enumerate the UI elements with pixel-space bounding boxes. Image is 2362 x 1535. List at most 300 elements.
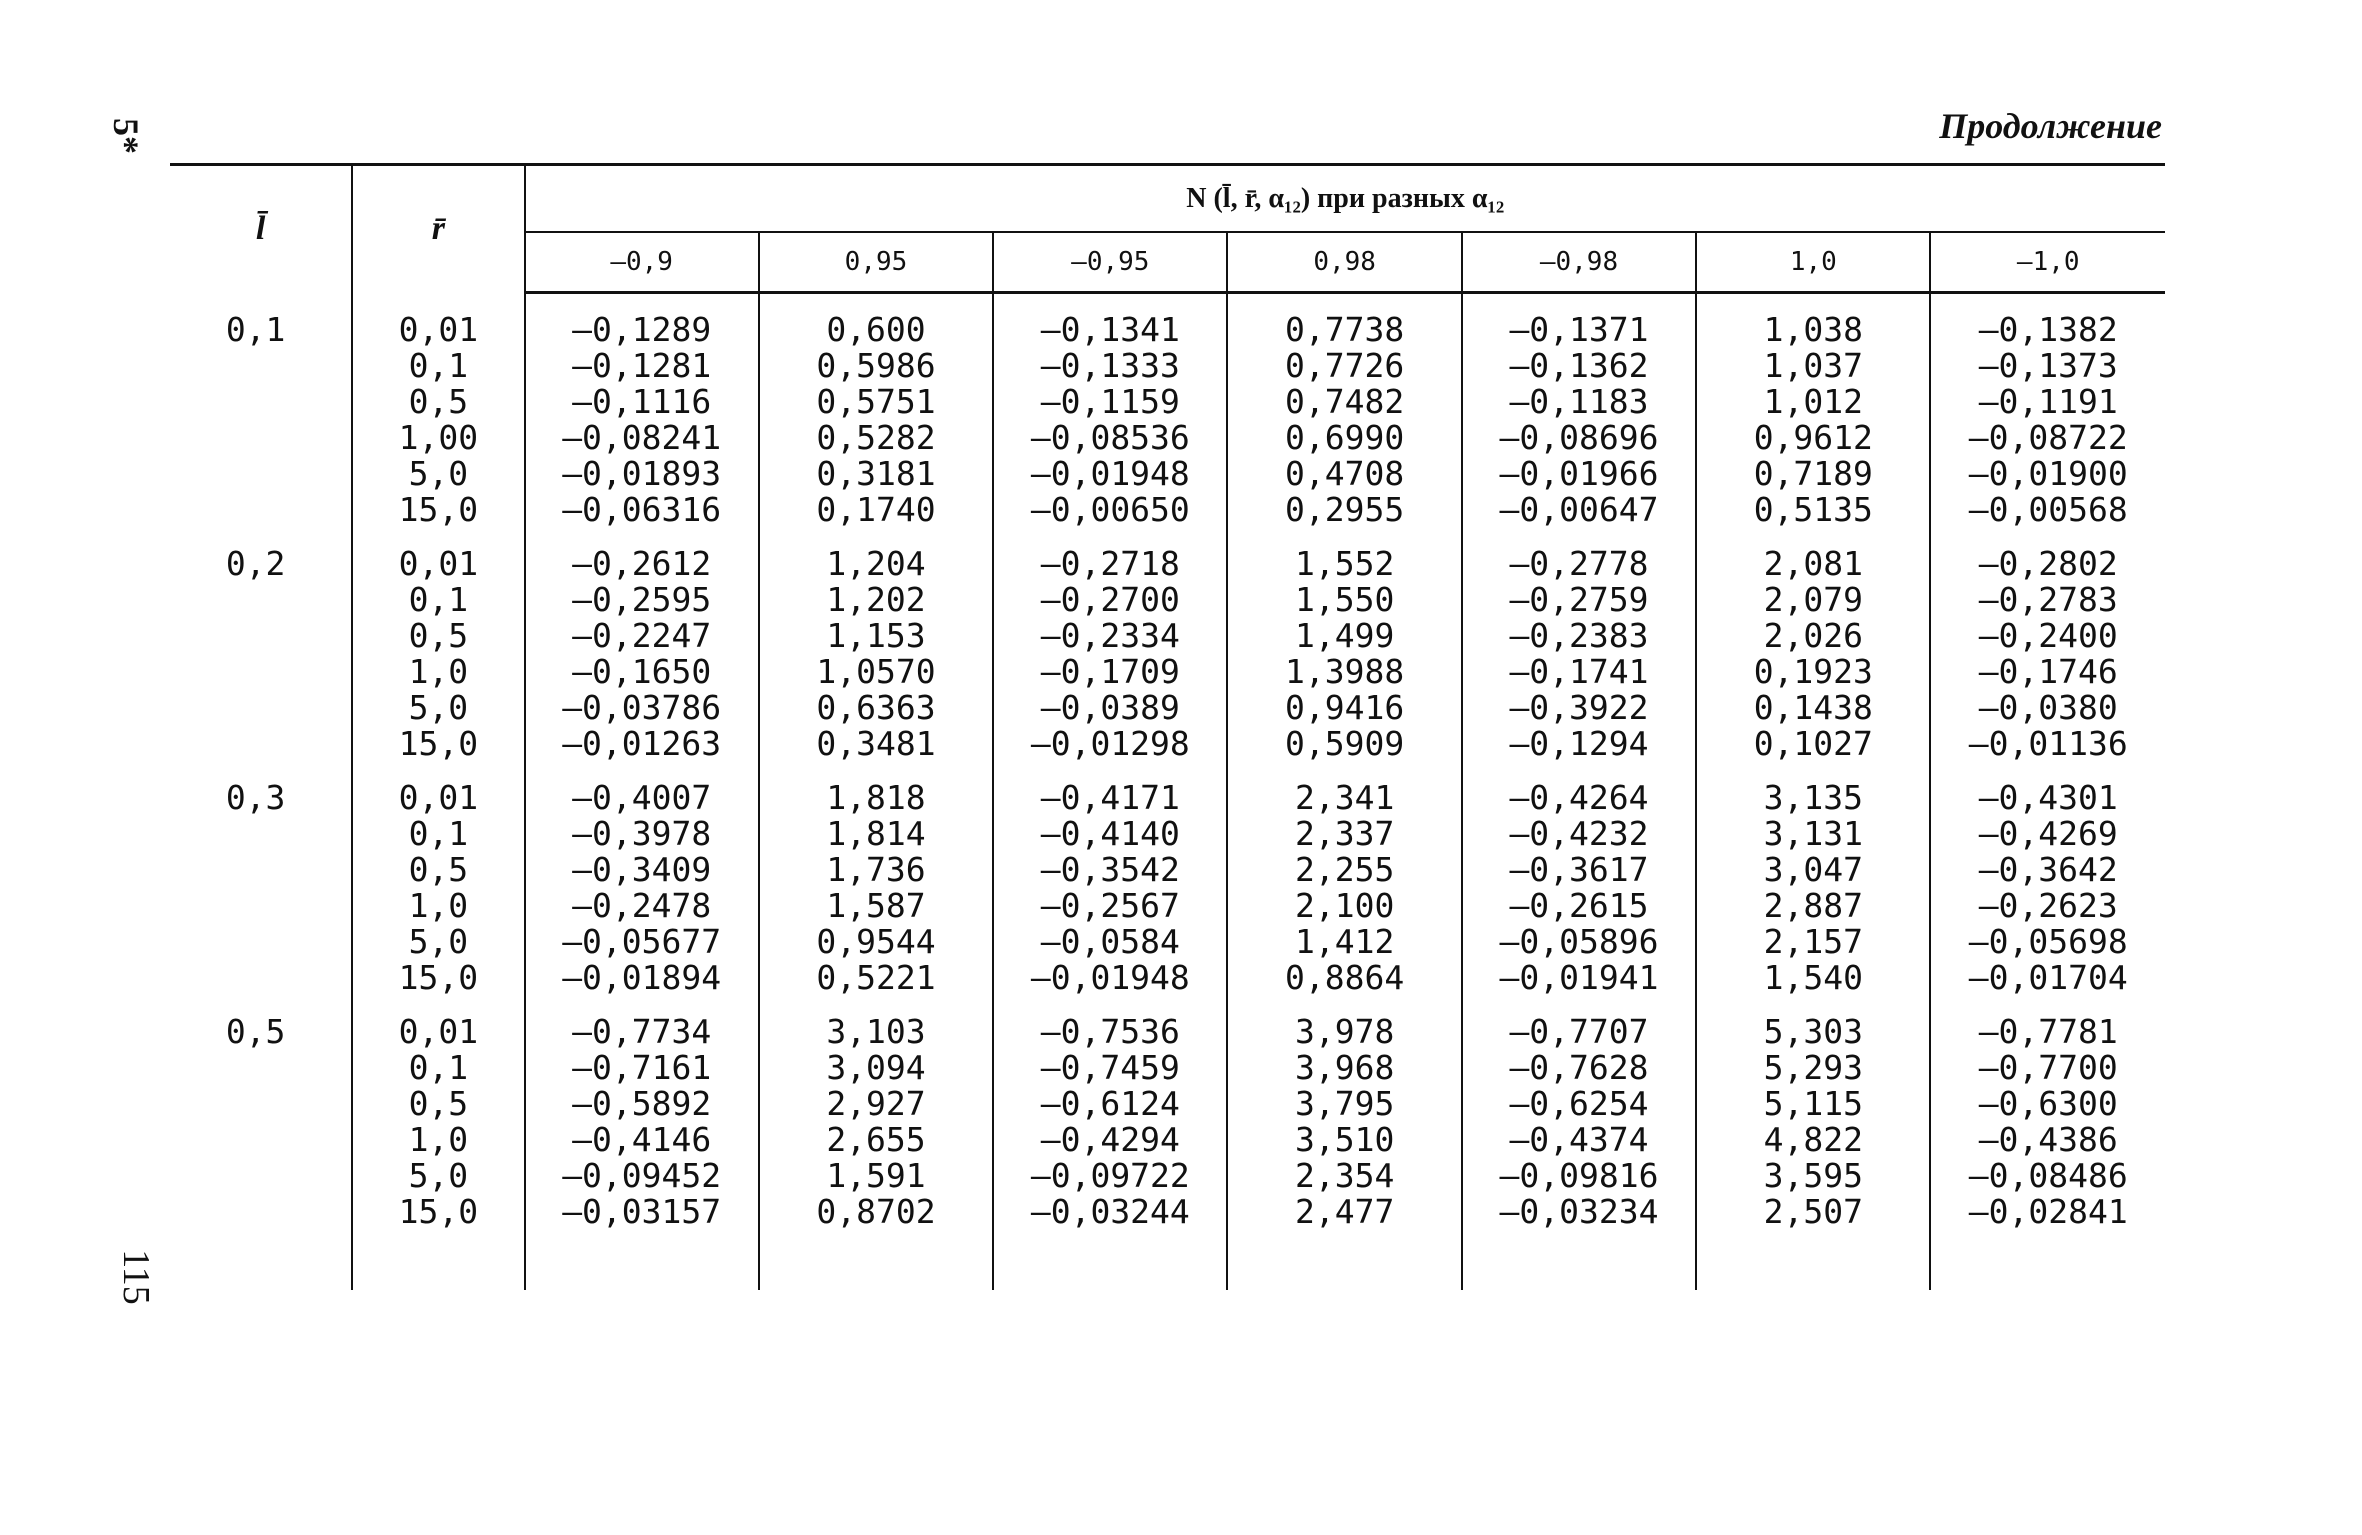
cell-value: 1,153 — [759, 618, 993, 654]
cell-value: 0,2955 — [1227, 492, 1461, 528]
cell-value: 0,3481 — [759, 726, 993, 762]
cell-value: —0,1373 — [1930, 348, 2165, 384]
cell-value: —0,00647 — [1462, 492, 1696, 528]
group-spacer-row-cell — [1930, 762, 2165, 780]
cell-l — [170, 1122, 352, 1158]
cell-value: 0,600 — [759, 312, 993, 348]
group-spacer-row-cell — [170, 762, 352, 780]
cell-value: —0,6254 — [1462, 1086, 1696, 1122]
cell-value: 5,293 — [1696, 1050, 1930, 1086]
table-row — [170, 456, 2165, 492]
bottom-spacer-row-cell — [525, 1230, 759, 1290]
table-row — [170, 690, 2165, 726]
cell-value: —0,4171 — [993, 780, 1227, 816]
cell-value: —0,1159 — [993, 384, 1227, 420]
cell-value: —0,4140 — [993, 816, 1227, 852]
cell-value: 0,5909 — [1227, 726, 1461, 762]
cell-value: —0,09722 — [993, 1158, 1227, 1194]
cell-value: —0,3542 — [993, 852, 1227, 888]
group-spacer-row-cell — [170, 996, 352, 1014]
cell-value: —0,1289 — [525, 312, 759, 348]
header-alpha-1: 0,95 — [759, 232, 993, 292]
cell-value: —0,0380 — [1930, 690, 2165, 726]
cell-value: —0,01948 — [993, 960, 1227, 996]
cell-value: —0,1746 — [1930, 654, 2165, 690]
cell-value: —0,03157 — [525, 1194, 759, 1230]
cell-value: —0,08722 — [1930, 420, 2165, 456]
cell-value: —0,4269 — [1930, 816, 2165, 852]
cell-value: 1,412 — [1227, 924, 1461, 960]
cell-value: —0,2334 — [993, 618, 1227, 654]
cell-value: —0,2567 — [993, 888, 1227, 924]
cell-value: —0,2383 — [1462, 618, 1696, 654]
cell-r: 1,00 — [352, 420, 524, 456]
cell-value: 0,6363 — [759, 690, 993, 726]
table-header — [170, 165, 2165, 293]
cell-value: 2,655 — [759, 1122, 993, 1158]
cell-value: 0,7726 — [1227, 348, 1461, 384]
table-row — [170, 924, 2165, 960]
cell-value: 0,8702 — [759, 1194, 993, 1230]
cell-value: 0,5282 — [759, 420, 993, 456]
cell-value: —0,1382 — [1930, 312, 2165, 348]
group-spacer-row-cell — [1696, 762, 1930, 780]
cell-value: 2,081 — [1696, 546, 1930, 582]
bottom-spacer-row — [170, 1230, 2165, 1290]
cell-value: —0,1650 — [525, 654, 759, 690]
data-table — [170, 163, 2165, 1290]
cell-value: 0,5135 — [1696, 492, 1930, 528]
top-spacer-row-cell — [352, 292, 524, 312]
cell-value: —0,0584 — [993, 924, 1227, 960]
cell-value: 1,814 — [759, 816, 993, 852]
page-number: 115 — [114, 1249, 157, 1305]
cell-value: —0,7707 — [1462, 1014, 1696, 1050]
cell-value: 5,303 — [1696, 1014, 1930, 1050]
group-spacer-row-cell — [525, 996, 759, 1014]
header-alpha-2: —0,95 — [993, 232, 1227, 292]
cell-l — [170, 726, 352, 762]
group-spacer-row-cell — [1696, 996, 1930, 1014]
cell-value: —0,2615 — [1462, 888, 1696, 924]
side-mark-top: 5* — [106, 118, 146, 154]
cell-value: —0,7628 — [1462, 1050, 1696, 1086]
cell-value: —0,3617 — [1462, 852, 1696, 888]
top-spacer-row-cell — [1227, 292, 1461, 312]
group-spacer-row-cell — [759, 528, 993, 546]
cell-value: —0,2783 — [1930, 582, 2165, 618]
cell-value: —0,4386 — [1930, 1122, 2165, 1158]
cell-value: 2,157 — [1696, 924, 1930, 960]
cell-l — [170, 456, 352, 492]
table-row — [170, 780, 2165, 816]
cell-value: —0,09816 — [1462, 1158, 1696, 1194]
cell-value: —0,7781 — [1930, 1014, 2165, 1050]
cell-value: 0,8864 — [1227, 960, 1461, 996]
top-spacer-row-cell — [759, 292, 993, 312]
group-spacer-row-cell — [1227, 528, 1461, 546]
cell-r: 5,0 — [352, 456, 524, 492]
cell-l — [170, 888, 352, 924]
cell-value: 3,510 — [1227, 1122, 1461, 1158]
cell-value: —0,06316 — [525, 492, 759, 528]
cell-value: 3,978 — [1227, 1014, 1461, 1050]
cell-value: —0,2718 — [993, 546, 1227, 582]
cell-value: 0,6990 — [1227, 420, 1461, 456]
cell-r: 0,1 — [352, 348, 524, 384]
table-row — [170, 1158, 2165, 1194]
cell-l — [170, 384, 352, 420]
table-row — [170, 888, 2165, 924]
group-spacer-row — [170, 528, 2165, 546]
cell-value: —0,1333 — [993, 348, 1227, 384]
cell-value: 3,094 — [759, 1050, 993, 1086]
cell-value: —0,3642 — [1930, 852, 2165, 888]
group-spacer-row-cell — [759, 762, 993, 780]
cell-value: 2,337 — [1227, 816, 1461, 852]
cell-value: 1,540 — [1696, 960, 1930, 996]
cell-value: 3,103 — [759, 1014, 993, 1050]
group-spacer-row-cell — [993, 762, 1227, 780]
header-r: r̄ — [352, 165, 524, 293]
cell-value: —0,03786 — [525, 690, 759, 726]
cell-value: —0,00568 — [1930, 492, 2165, 528]
cell-l — [170, 690, 352, 726]
group-spacer-row-cell — [1462, 528, 1696, 546]
top-spacer-row — [170, 292, 2165, 312]
cell-value: 0,5986 — [759, 348, 993, 384]
cell-value: 2,477 — [1227, 1194, 1461, 1230]
cell-value: 2,927 — [759, 1086, 993, 1122]
cell-l — [170, 1158, 352, 1194]
cell-value: —0,08241 — [525, 420, 759, 456]
cell-value: —0,4301 — [1930, 780, 2165, 816]
cell-value: —0,7536 — [993, 1014, 1227, 1050]
cell-r: 5,0 — [352, 924, 524, 960]
cell-l — [170, 1086, 352, 1122]
continuation-label: Продолжение — [1939, 106, 2162, 146]
group-spacer-row-cell — [1696, 528, 1930, 546]
cell-value: 1,499 — [1227, 618, 1461, 654]
cell-value: —0,00650 — [993, 492, 1227, 528]
cell-value: —0,0389 — [993, 690, 1227, 726]
cell-value: 1,587 — [759, 888, 993, 924]
cell-r: 1,0 — [352, 654, 524, 690]
cell-l: 0,1 — [225, 309, 286, 349]
cell-value: —0,1116 — [525, 384, 759, 420]
cell-value: —0,01893 — [525, 456, 759, 492]
cell-value: 0,1923 — [1696, 654, 1930, 690]
cell-value: 3,135 — [1696, 780, 1930, 816]
cell-value: 2,026 — [1696, 618, 1930, 654]
cell-value: —0,1709 — [993, 654, 1227, 690]
group-spacer-row-cell — [170, 528, 352, 546]
cell-l: 0,2 — [225, 543, 286, 583]
cell-r: 5,0 — [352, 1158, 524, 1194]
cell-value: —0,2478 — [525, 888, 759, 924]
cell-l: 0,5 — [225, 1011, 286, 1051]
cell-value: 0,1027 — [1696, 726, 1930, 762]
cell-value: —0,4264 — [1462, 780, 1696, 816]
table-row — [170, 852, 2165, 888]
cell-value: 2,255 — [1227, 852, 1461, 888]
table-row — [170, 960, 2165, 996]
header-alpha-3: 0,98 — [1227, 232, 1461, 292]
cell-value: 0,1740 — [759, 492, 993, 528]
cell-value: 3,795 — [1227, 1086, 1461, 1122]
group-spacer-row-cell — [1930, 996, 2165, 1014]
cell-value: 1,038 — [1696, 312, 1930, 348]
header-group-title: N (l̄, r̄, α₁₂) при разных α₁₂ — [525, 165, 2166, 233]
cell-value: 0,5221 — [759, 960, 993, 996]
table-row — [170, 726, 2165, 762]
cell-l — [170, 618, 352, 654]
cell-value: —0,08696 — [1462, 420, 1696, 456]
header-alpha-0: —0,9 — [525, 232, 759, 292]
cell-r: 0,01 — [352, 546, 524, 582]
cell-l — [170, 1050, 352, 1086]
cell-value: —0,7734 — [525, 1014, 759, 1050]
cell-value: —0,7161 — [525, 1050, 759, 1086]
cell-value: 1,736 — [759, 852, 993, 888]
cell-value: —0,1281 — [525, 348, 759, 384]
group-spacer-row — [170, 996, 2165, 1014]
cell-value: —0,1362 — [1462, 348, 1696, 384]
group-spacer-row-cell — [525, 528, 759, 546]
group-spacer-row-cell — [1227, 996, 1461, 1014]
cell-l — [170, 348, 352, 384]
cell-value: —0,3922 — [1462, 690, 1696, 726]
cell-value: —0,08536 — [993, 420, 1227, 456]
table-row — [170, 384, 2165, 420]
cell-value: 0,5751 — [759, 384, 993, 420]
cell-value: —0,01894 — [525, 960, 759, 996]
cell-value: —0,01948 — [993, 456, 1227, 492]
cell-value: —0,1294 — [1462, 726, 1696, 762]
cell-value: —0,2247 — [525, 618, 759, 654]
table-row — [170, 1194, 2165, 1230]
cell-value: —0,2778 — [1462, 546, 1696, 582]
cell-value: —0,03244 — [993, 1194, 1227, 1230]
cell-value: —0,4294 — [993, 1122, 1227, 1158]
group-spacer-row-cell — [352, 528, 524, 546]
cell-value: —0,05698 — [1930, 924, 2165, 960]
group-spacer-row-cell — [993, 996, 1227, 1014]
cell-l — [170, 654, 352, 690]
cell-value: 0,1438 — [1696, 690, 1930, 726]
top-spacer-row-cell — [170, 292, 352, 312]
group-spacer-row-cell — [1462, 762, 1696, 780]
cell-value: —0,2759 — [1462, 582, 1696, 618]
cell-r: 15,0 — [352, 492, 524, 528]
cell-value: —0,4007 — [525, 780, 759, 816]
cell-value: 1,550 — [1227, 582, 1461, 618]
cell-value: 1,552 — [1227, 546, 1461, 582]
cell-value: —0,01941 — [1462, 960, 1696, 996]
bottom-spacer-row-cell — [1462, 1230, 1696, 1290]
table-row — [170, 1050, 2165, 1086]
top-spacer-row-cell — [1930, 292, 2165, 312]
cell-value: 4,822 — [1696, 1122, 1930, 1158]
cell-value: 1,818 — [759, 780, 993, 816]
cell-r: 1,0 — [352, 888, 524, 924]
cell-r: 15,0 — [352, 960, 524, 996]
cell-r: 0,01 — [352, 312, 524, 348]
cell-value: 1,037 — [1696, 348, 1930, 384]
top-spacer-row-cell — [1462, 292, 1696, 312]
cell-l — [170, 582, 352, 618]
bottom-spacer-row-cell — [1696, 1230, 1930, 1290]
cell-value: 0,9416 — [1227, 690, 1461, 726]
cell-value: 0,4708 — [1227, 456, 1461, 492]
table-row — [170, 312, 2165, 348]
cell-r: 0,1 — [352, 1050, 524, 1086]
cell-value: 0,7482 — [1227, 384, 1461, 420]
group-spacer-row-cell — [525, 762, 759, 780]
group-spacer-row-cell — [1462, 996, 1696, 1014]
table-row — [170, 492, 2165, 528]
cell-value: 2,100 — [1227, 888, 1461, 924]
cell-value: —0,4146 — [525, 1122, 759, 1158]
cell-value: —0,03234 — [1462, 1194, 1696, 1230]
cell-value: —0,4374 — [1462, 1122, 1696, 1158]
group-spacer-row-cell — [1227, 762, 1461, 780]
cell-l — [170, 492, 352, 528]
cell-value: —0,3409 — [525, 852, 759, 888]
cell-r: 0,5 — [352, 618, 524, 654]
cell-l — [170, 1194, 352, 1230]
cell-l — [170, 924, 352, 960]
bottom-spacer-row-cell — [993, 1230, 1227, 1290]
cell-value: 1,3988 — [1227, 654, 1461, 690]
cell-value: —0,1341 — [993, 312, 1227, 348]
cell-value: —0,2802 — [1930, 546, 2165, 582]
group-spacer-row-cell — [1930, 528, 2165, 546]
cell-value: 3,595 — [1696, 1158, 1930, 1194]
bottom-spacer-row-cell — [352, 1230, 524, 1290]
cell-r: 0,1 — [352, 582, 524, 618]
cell-value: —0,1183 — [1462, 384, 1696, 420]
cell-value: —0,05896 — [1462, 924, 1696, 960]
header-alpha-5: 1,0 — [1696, 232, 1930, 292]
cell-value: —0,08486 — [1930, 1158, 2165, 1194]
cell-value: 1,0570 — [759, 654, 993, 690]
cell-value: —0,5892 — [525, 1086, 759, 1122]
cell-value: 0,9612 — [1696, 420, 1930, 456]
cell-value: 0,9544 — [759, 924, 993, 960]
cell-l — [170, 852, 352, 888]
cell-value: 2,354 — [1227, 1158, 1461, 1194]
header-alpha-4: —0,98 — [1462, 232, 1696, 292]
data-table-container — [170, 163, 2165, 1290]
cell-value: —0,01900 — [1930, 456, 2165, 492]
cell-value: 1,202 — [759, 582, 993, 618]
cell-value: —0,01298 — [993, 726, 1227, 762]
cell-value: 2,079 — [1696, 582, 1930, 618]
top-spacer-row-cell — [525, 292, 759, 312]
cell-value: —0,01966 — [1462, 456, 1696, 492]
cell-r: 1,0 — [352, 1122, 524, 1158]
table-row — [170, 546, 2165, 582]
cell-value: —0,02841 — [1930, 1194, 2165, 1230]
cell-value: 1,204 — [759, 546, 993, 582]
group-spacer-row — [170, 762, 2165, 780]
bottom-spacer-row-cell — [1930, 1230, 2165, 1290]
cell-r: 0,1 — [352, 816, 524, 852]
group-spacer-row-cell — [759, 996, 993, 1014]
table-row — [170, 654, 2165, 690]
cell-r: 15,0 — [352, 1194, 524, 1230]
header-l: l̄ — [170, 165, 352, 293]
cell-l — [170, 816, 352, 852]
cell-value: —0,2623 — [1930, 888, 2165, 924]
top-spacer-row-cell — [1696, 292, 1930, 312]
cell-value: —0,1371 — [1462, 312, 1696, 348]
header-alpha-6: —1,0 — [1930, 232, 2165, 292]
cell-value: —0,2400 — [1930, 618, 2165, 654]
group-spacer-row-cell — [352, 996, 524, 1014]
cell-r: 0,01 — [352, 1014, 524, 1050]
table-body — [170, 292, 2165, 1290]
cell-value: —0,6300 — [1930, 1086, 2165, 1122]
bottom-spacer-row-cell — [1227, 1230, 1461, 1290]
bottom-spacer-row-cell — [759, 1230, 993, 1290]
cell-value: —0,05677 — [525, 924, 759, 960]
table-row — [170, 420, 2165, 456]
cell-value: —0,3978 — [525, 816, 759, 852]
cell-value: —0,09452 — [525, 1158, 759, 1194]
cell-value: 0,7189 — [1696, 456, 1930, 492]
cell-r: 0,5 — [352, 1086, 524, 1122]
cell-value: —0,7459 — [993, 1050, 1227, 1086]
group-spacer-row-cell — [352, 762, 524, 780]
table-row — [170, 348, 2165, 384]
cell-value: —0,01136 — [1930, 726, 2165, 762]
cell-value: —0,1191 — [1930, 384, 2165, 420]
table-row — [170, 1122, 2165, 1158]
cell-value: 3,968 — [1227, 1050, 1461, 1086]
cell-value: 1,591 — [759, 1158, 993, 1194]
cell-value: —0,1741 — [1462, 654, 1696, 690]
cell-l: 0,3 — [225, 777, 286, 817]
cell-value: —0,7700 — [1930, 1050, 2165, 1086]
table-row — [170, 618, 2165, 654]
cell-value: —0,2700 — [993, 582, 1227, 618]
cell-value: —0,2595 — [525, 582, 759, 618]
cell-value: —0,01263 — [525, 726, 759, 762]
cell-value: 3,047 — [1696, 852, 1930, 888]
cell-r: 0,5 — [352, 852, 524, 888]
cell-value: 0,3181 — [759, 456, 993, 492]
table-row — [170, 1086, 2165, 1122]
table-row — [170, 816, 2165, 852]
cell-value: 2,507 — [1696, 1194, 1930, 1230]
cell-value: —0,4232 — [1462, 816, 1696, 852]
cell-l — [170, 420, 352, 456]
cell-l — [170, 960, 352, 996]
cell-value: 3,131 — [1696, 816, 1930, 852]
table-row — [170, 582, 2165, 618]
cell-value: 0,7738 — [1227, 312, 1461, 348]
cell-value: —0,6124 — [993, 1086, 1227, 1122]
cell-r: 0,5 — [352, 384, 524, 420]
cell-value: 5,115 — [1696, 1086, 1930, 1122]
cell-r: 5,0 — [352, 690, 524, 726]
top-spacer-row-cell — [993, 292, 1227, 312]
cell-value: —0,2612 — [525, 546, 759, 582]
bottom-spacer-row-cell — [170, 1230, 352, 1290]
cell-value: 2,887 — [1696, 888, 1930, 924]
